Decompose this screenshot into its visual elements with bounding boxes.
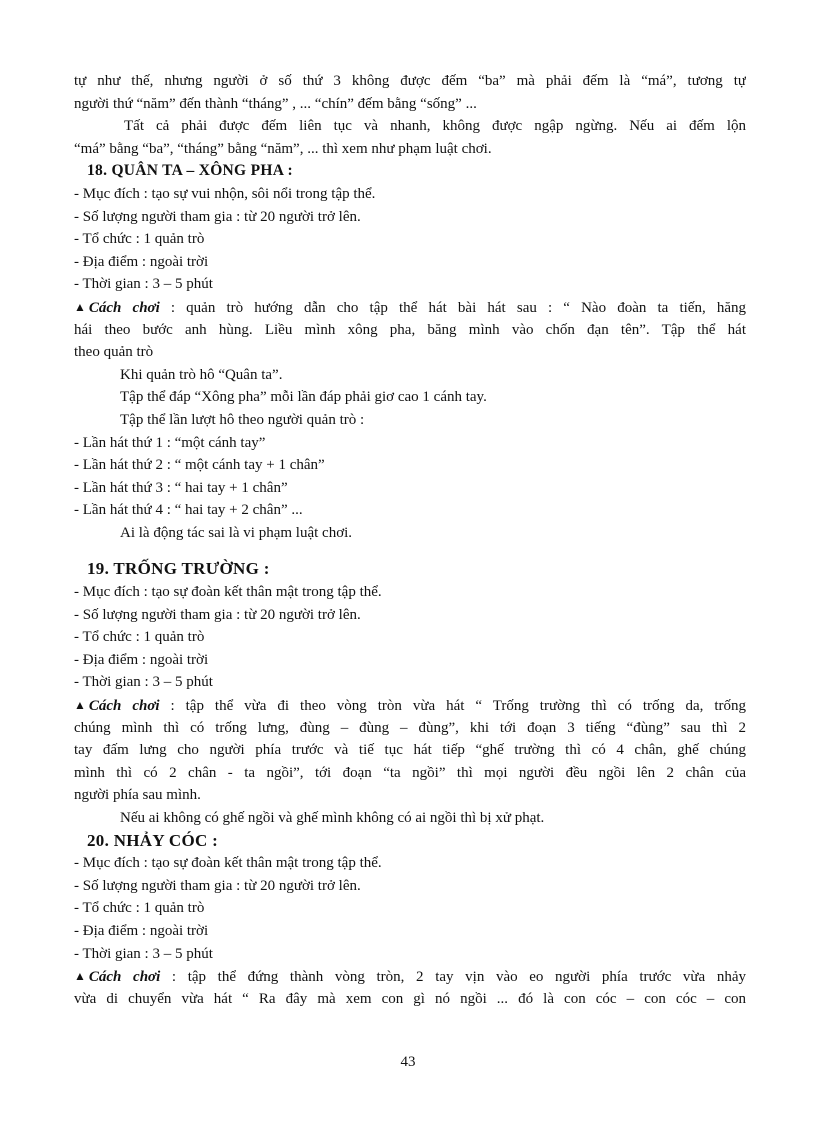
paragraph-line: Tập thể đáp “Xông pha” mỗi lần đáp phải giơ cao 1 cánh tay. [120,389,487,406]
list-item: - Lần hát thứ 4 : “ hai tay + 2 chân” ... [74,502,303,519]
how-to-play-label: Cách chơi [88,299,160,316]
info-item: - Số lượng người tham gia : từ 20 người trở lên. [74,208,361,225]
info-item: - Thời gian : 3 – 5 phút [74,276,213,293]
paragraph-line: Khi quản trò hô “Quân ta”. [120,366,283,383]
list-item: - Lần hát thứ 3 : “ hai tay + 1 chân” [74,479,288,496]
bullet-icon: ▲ [74,969,86,984]
paragraph-line: “má” bằng “ba”, “tháng” bằng “năm”, ... thì xem như phạm luật chơi. [74,140,492,157]
info-item: - Tổ chức : 1 quản trò [74,900,205,917]
bullet-icon: ▲ [74,698,86,713]
list-item: - Lần hát thứ 2 : “ một cánh tay + 1 chân” [74,457,325,474]
how-to-play-label: Cách chơi [88,969,161,986]
info-item: - Mục đích : tạo sự đoàn kết thân mật trong tập thể. [74,584,382,601]
info-item: - Tổ chức : 1 quản trò [74,629,205,646]
paragraph-line: tự như thế, nhưng người ở số thứ 3 không được đếm “ba” mà phải đếm là “má”, tương tự [74,73,746,89]
section-heading-18: 18. QUÂN TA – XÔNG PHA : [87,162,293,180]
paragraph-line: hái theo bước anh hùng. Liều mình xông pha, băng mình vào chốn đạn tên”. Tập thể hát [74,321,746,338]
info-item: - Thời gian : 3 – 5 phút [74,945,213,962]
how-to-play-text: : tập thể đứng thành vòng tròn, 2 tay vịn vào eo người phía trước vừa nhảy [160,969,746,986]
spacer [74,544,746,558]
info-item: - Thời gian : 3 – 5 phút [74,674,213,691]
paragraph-line: Tập thể lần lượt hô theo người quản trò : [120,411,365,428]
paragraph-line: người phía sau mình. [74,787,201,804]
info-item: - Mục đích : tạo sự đoàn kết thân mật trong tập thể. [74,855,382,872]
paragraph-line: chúng mình thì có trống lưng, đùng – đùng – đùng”, khi tới đoạn 3 tiếng “đùng” sau thì 2 [74,719,746,736]
how-to-play-label: Cách chơi [88,698,160,715]
bullet-icon: ▲ [74,299,86,314]
paragraph-line: theo quản trò [74,344,154,361]
info-item: - Tổ chức : 1 quản trò [74,231,205,248]
info-item: - Địa điểm : ngoài trời [74,651,209,668]
page-number: 43 [400,1054,416,1070]
section-heading-19: 19. TRỐNG TRƯỜNG : [87,559,270,579]
info-item: - Địa điểm : ngoài trời [74,922,209,939]
info-item: - Địa điểm : ngoài trời [74,253,209,270]
paragraph-line: Tất cả phải được đếm liên tục và nhanh, không được ngập ngừng. Nếu ai đếm lộn [124,118,746,135]
section-heading-20: 20. NHẢY CÓC : [87,830,219,850]
how-to-play-line [74,296,746,319]
paragraph-line: tay đấm lưng cho người phía trước và tiế tục hát tiếp “ghế trường thì có 4 chân, ghế chúng [74,742,746,759]
how-to-play-line [74,694,746,717]
document-body [74,70,746,1010]
info-item: - Số lượng người tham gia : từ 20 người trở lên. [74,877,361,894]
paragraph-line: Ai là động tác sai là vi phạm luật chơi. [120,524,353,541]
how-to-play-text: : tập thể vừa đi theo vòng tròn vừa hát “ Trống trường thì có trống da, trống [159,698,746,715]
how-to-play-line [74,965,746,988]
paragraph-line: mình thì có 2 chân - ta ngồi”, tới đoạn “ta ngồi” thì mọi người đều ngồi lên 2 chân của [74,764,746,781]
paragraph-line: vừa di chuyển vừa hát “ Ra đây mà xem con gì nó ngồi ... đó là con cóc – con cóc – con [74,990,746,1007]
paragraph-line: Nếu ai không có ghế ngồi và ghế mình không có ai ngồi thì bị xử phạt. [120,810,545,826]
how-to-play-text: : quản trò hướng dẫn cho tập thể hát bài hát sau : “ Nào đoàn ta tiến, hăng [159,299,746,316]
paragraph-line: người thứ “năm” đến thành “tháng” , ... “chín” đếm bằng “sống” ... [74,95,477,112]
info-item: - Số lượng người tham gia : từ 20 người trở lên. [74,606,361,623]
info-item: - Mục đích : tạo sự vui nhộn, sôi nổi trong tập thể. [74,185,376,202]
list-item: - Lần hát thứ 1 : “một cánh tay” [74,434,266,451]
